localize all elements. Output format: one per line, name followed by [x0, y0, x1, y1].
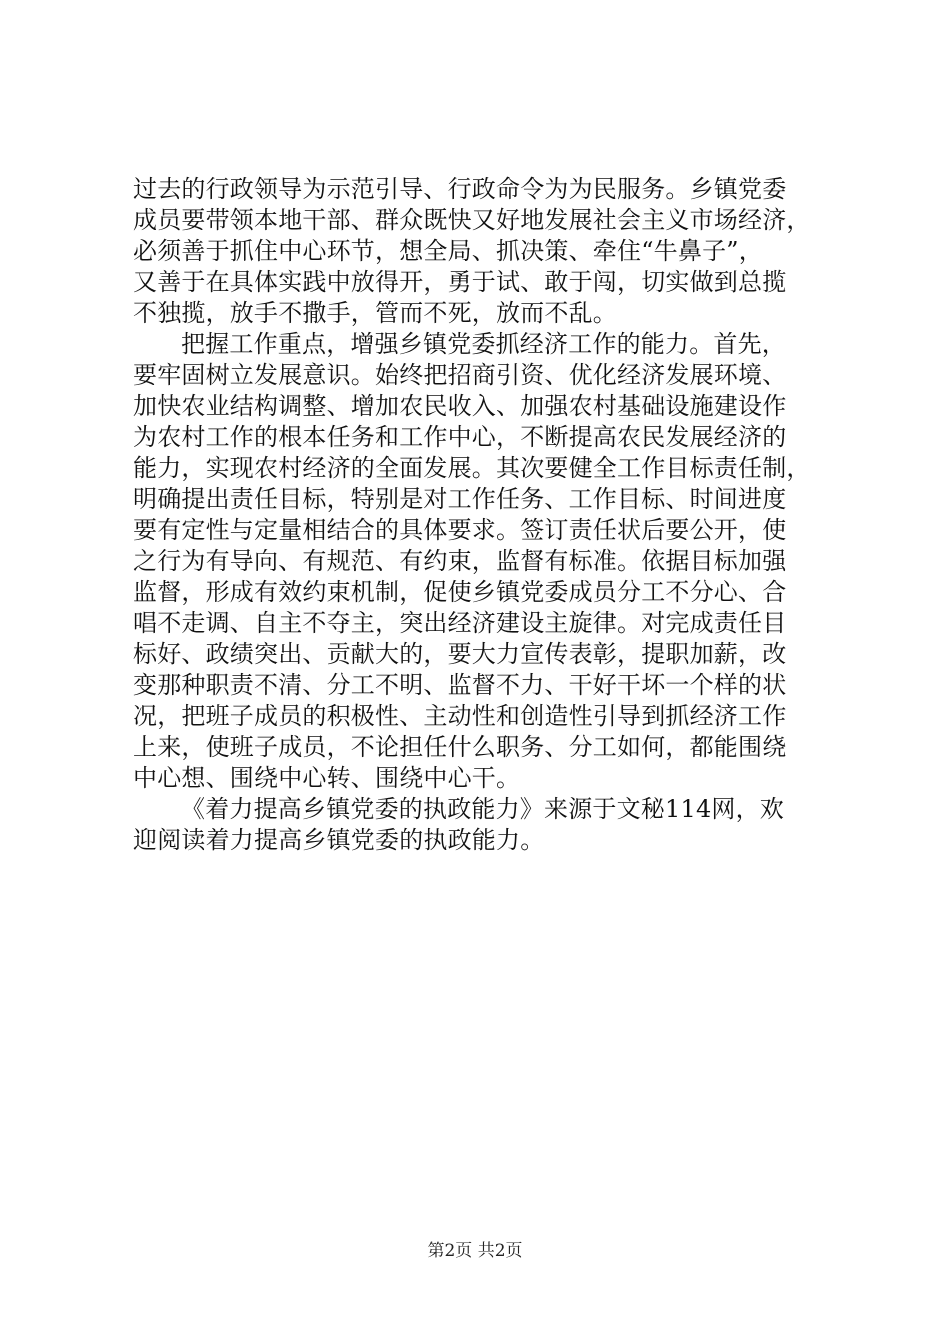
text-line: 不独揽，放手不撒手，管而不死，放而不乱。	[133, 299, 617, 327]
text-line: 变那种职责不清、分工不明、监督不力、干好干坏一个样的状	[133, 671, 787, 699]
paragraph-start-line: 把握工作重点，增强乡镇党委抓经济工作的能力。首先，	[181, 330, 786, 358]
text-line: 上来，使班子成员，不论担任什么职务、分工如何，都能围绕	[133, 733, 787, 761]
text-line: 迎阅读着力提高乡镇党委的执政能力。	[133, 826, 545, 854]
text-line: 加快农业结构调整、增加农民收入、加强农村基础设施建设作	[133, 392, 787, 420]
text-line: 为农村工作的根本任务和工作中心，不断提高农民发展经济的	[133, 423, 787, 451]
text-line: 过去的行政领导为示范引导、行政命令为为民服务。乡镇党委	[133, 175, 787, 203]
page-number-label: 第2页 共2页	[427, 1241, 523, 1261]
text-line: 标好、政绩突出、贡献大的，要大力宣传表彰，提职加薪，改	[133, 640, 787, 668]
page-footer	[0, 1240, 950, 1262]
text-line: 明确提出责任目标，特别是对工作任务、工作目标、时间进度	[133, 485, 787, 513]
text-line: 成员要带领本地干部、群众既快又好地发展社会主义市场经济，	[133, 206, 811, 234]
paragraph-start-line: 《着力提高乡镇党委的执政能力》来源于文秘114网，欢	[181, 795, 785, 823]
text-line: 又善于在具体实践中放得开，勇于试、敢于闯，切实做到总揽	[133, 268, 787, 296]
text-line: 之行为有导向、有规范、有约束，监督有标准。依据目标加强	[133, 547, 787, 575]
text-line: 中心想、围绕中心转、围绕中心干。	[133, 764, 521, 792]
text-line: 况，把班子成员的积极性、主动性和创造性引导到抓经济工作	[133, 702, 787, 730]
text-line: 要牢固树立发展意识。始终把招商引资、优化经济发展环境、	[133, 361, 787, 389]
text-line: 监督，形成有效约束机制，促使乡镇党委成员分工不分心、合	[133, 578, 787, 606]
text-line: 要有定性与定量相结合的具体要求。签订责任状后要公开，使	[133, 516, 787, 544]
text-line: 必须善于抓住中心环节，想全局、抓决策、牵住“牛鼻子”，	[133, 237, 763, 265]
text-line: 能力，实现农村经济的全面发展。其次要健全工作目标责任制，	[133, 454, 811, 482]
document-body	[133, 174, 833, 856]
text-line: 唱不走调、自主不夺主，突出经济建设主旋律。对完成责任目	[133, 609, 787, 637]
